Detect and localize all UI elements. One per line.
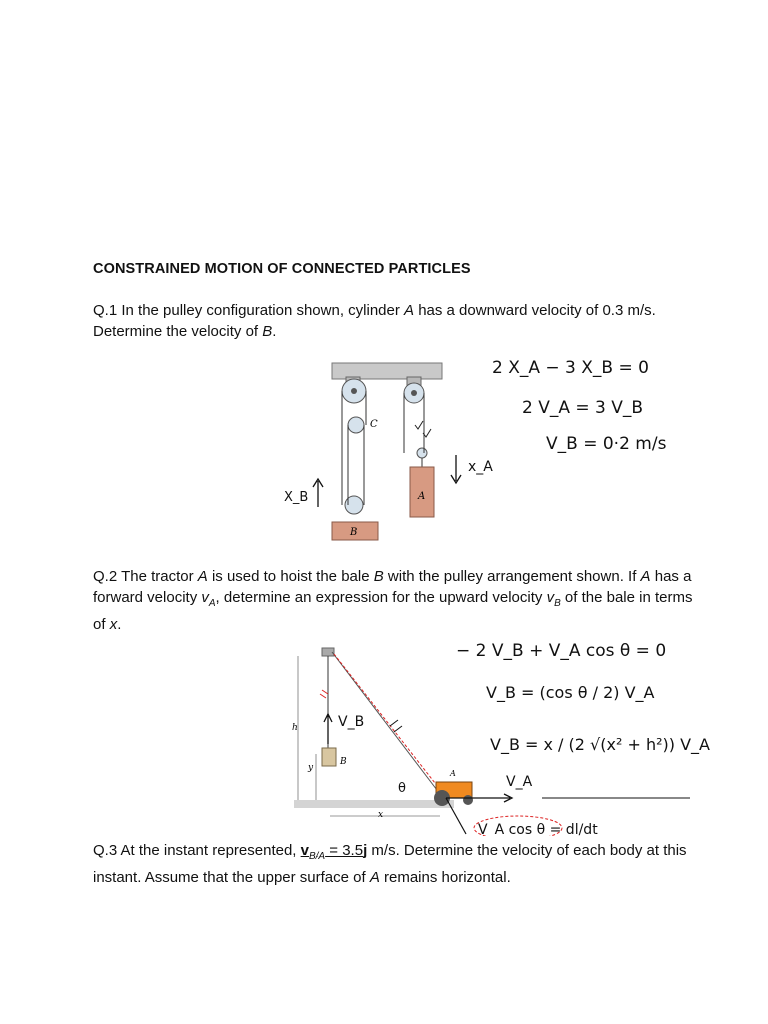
q3-text: remains horizontal. — [379, 869, 511, 886]
q2-text: is used to hoist the bale — [207, 568, 374, 585]
label-b: B — [350, 527, 358, 538]
arrow-down-icon — [451, 455, 461, 483]
label-h: h — [292, 723, 298, 733]
note-va: V_A — [506, 774, 533, 790]
q3-var-a: A — [369, 869, 380, 886]
tractor-wheel — [463, 795, 473, 805]
q1-equation-2: 2 V_A = 3 V_B — [522, 398, 644, 418]
q2-text: , determine an expression for the upward velocity — [215, 589, 547, 606]
label-c: C — [370, 419, 378, 430]
q1-text-middle: has a downward velocity of 0.3 m/s. Determine the velocity of — [93, 302, 656, 340]
q1-text-prefix: Q.1 In the pulley configuration shown, cylinder — [93, 302, 405, 319]
q2-var-x: x — [109, 616, 118, 633]
q2-figure — [280, 636, 720, 836]
pulley-axle — [411, 390, 417, 396]
q2-var-a: A — [197, 568, 208, 585]
q2-text: has a forward velocity — [93, 568, 692, 606]
ground — [294, 800, 454, 808]
label-x: x — [378, 810, 384, 820]
q1-var-b: B — [262, 323, 273, 340]
q1-text-suffix: . — [272, 323, 277, 340]
tick-marks — [415, 421, 431, 437]
q1-var-a: A — [404, 302, 415, 319]
q2-sub-b: B — [554, 598, 561, 609]
q2-text: with the pulley arrangement shown. If — [383, 568, 641, 585]
q2-text: . — [117, 616, 122, 633]
question-1 — [93, 300, 693, 342]
note-xa: x_A — [468, 459, 493, 475]
label-b: B — [340, 757, 347, 767]
q3-var-j: j — [363, 842, 368, 859]
arrow-up-icon — [313, 479, 323, 507]
pulley-small — [417, 448, 427, 458]
q2-circled-note: V_A cos θ = dl/dt — [478, 822, 598, 836]
note-theta: θ — [398, 781, 406, 796]
red-marks — [320, 690, 328, 698]
q3-text: m/s. Determine the velocity of each body at this instant. Assume that the upper surface of — [93, 842, 687, 886]
q3-text: Q.3 At the instant represented, — [93, 842, 301, 859]
section-heading: CONSTRAINED MOTION OF CONNECTED PARTICLES — [93, 261, 471, 277]
bale-b — [322, 748, 336, 766]
q3-text: = 3.5 — [325, 842, 364, 859]
q2-var-va: v — [201, 589, 209, 606]
q2-var-a: A — [640, 568, 651, 585]
q2-equation-3: V_B = x / (2 √(x² + h²)) V_A — [490, 735, 710, 754]
q2-sub-a: A — [208, 598, 216, 609]
q2-equation-1: − 2 V_B + V_A cos θ = 0 — [456, 641, 667, 661]
q3-var-vba: v — [300, 842, 309, 859]
label-y: y — [308, 763, 314, 773]
question-2 — [93, 566, 693, 635]
pulley-axle — [351, 388, 357, 394]
q1-figure — [270, 355, 740, 555]
q2-var-vb: v — [546, 589, 555, 606]
note-xb: X_B — [284, 490, 309, 505]
q3-sub-ba: B/A — [308, 851, 326, 862]
q1-equation-1: 2 X_A − 3 X_B = 0 — [492, 358, 649, 378]
q2-text: of the bale in terms of — [93, 589, 693, 633]
q2-text: Q.2 The tractor — [93, 568, 198, 585]
question-3 — [93, 840, 693, 888]
q2-equation-2: V_B = (cos θ / 2) V_A — [486, 683, 655, 702]
q2-var-b: B — [373, 568, 384, 585]
q1-equation-3: V_B = 0·2 m/s — [546, 434, 667, 454]
note-vb-arrow: V_B — [338, 714, 365, 730]
label-a: A — [450, 769, 456, 778]
label-a: A — [418, 491, 426, 502]
component-arrow — [446, 798, 466, 834]
arrow-up-icon — [324, 714, 332, 744]
pulley-c — [348, 417, 364, 433]
